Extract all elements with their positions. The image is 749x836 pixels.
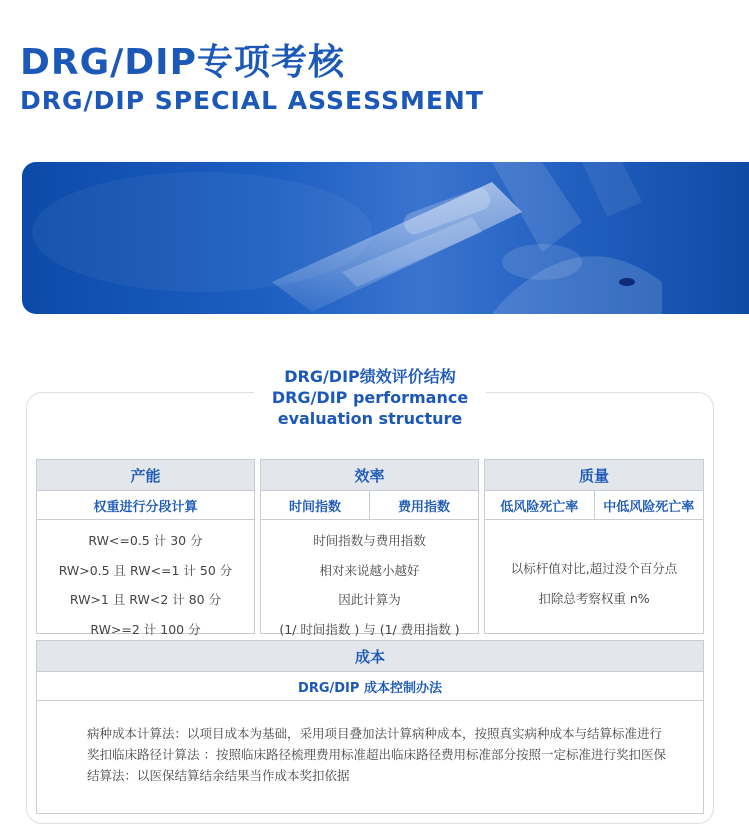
capacity-line: RW>0.5 且 RW<=1 计 50 分 <box>58 562 233 578</box>
quality-heading: 质量 <box>485 460 703 490</box>
cost-index-subheading: 费用指数 <box>369 491 478 519</box>
cost-description: 病种成本计算法：以项目成本为基础，采用项目叠加法计算病种成本，按照真实病种成本与结算标准进行奖扣临床路径计算法 ：按照临床路径梳理费用标准超出临床路径费用标准部分按照一定标准进行奖扣医保结算法：以医保结算结余结果当作成本奖扣依据 <box>87 726 666 783</box>
cost-card <box>36 640 704 814</box>
page-title: DRG/DIP专项考核 <box>20 42 345 83</box>
capacity-lines <box>37 526 254 644</box>
quality-lines <box>485 554 703 613</box>
capacity-line: RW>=2 计 100 分 <box>90 621 201 637</box>
capacity-heading: 产能 <box>37 460 254 490</box>
structure-title-zh: DRG/DIP绩效评价结构 <box>284 367 456 386</box>
structure-title-en-line1: DRG/DIP performance <box>271 388 469 407</box>
capacity-line: RW<=0.5 计 30 分 <box>88 533 203 548</box>
quality-line: 以标杆值对比,超过没个百分点 <box>510 561 678 576</box>
banner-illustration <box>22 162 749 314</box>
efficiency-lines <box>261 526 478 644</box>
banner-image <box>22 162 749 314</box>
capacity-subheader <box>37 490 254 520</box>
mid-low-risk-mortality-subheading: 中低风险死亡率 <box>594 491 704 519</box>
efficiency-line: 相对来说越小越好 <box>319 562 420 578</box>
efficiency-line: 时间指数与费用指数 <box>313 533 426 548</box>
structure-title-en-line2: evaluation structure <box>277 409 463 428</box>
efficiency-heading: 效率 <box>261 460 478 490</box>
capacity-line: RW>1 且 RW<2 计 80 分 <box>69 592 222 607</box>
efficiency-line: 因此计算为 <box>338 592 401 607</box>
low-risk-mortality-subheading: 低风险死亡率 <box>500 499 579 515</box>
efficiency-card <box>260 459 479 637</box>
quality-subheader <box>485 490 703 520</box>
efficiency-line: (1/ 时间指数 ) 与 (1/ 费用指数 ) <box>279 621 460 637</box>
quality-line: 扣除总考察权重 n% <box>538 590 650 606</box>
page-subtitle: DRG/DIP SPECIAL ASSESSMENT <box>20 86 484 115</box>
time-index-subheading: 时间指数 <box>288 499 341 515</box>
capacity-card <box>36 459 255 637</box>
efficiency-subheader <box>261 490 478 520</box>
structure-title <box>254 366 486 429</box>
cost-heading: 成本 <box>37 641 703 671</box>
capacity-subheading: 权重进行分段计算 <box>93 499 198 515</box>
cost-subheading: DRG/DIP 成本控制办法 <box>37 671 703 701</box>
quality-card <box>484 459 704 634</box>
